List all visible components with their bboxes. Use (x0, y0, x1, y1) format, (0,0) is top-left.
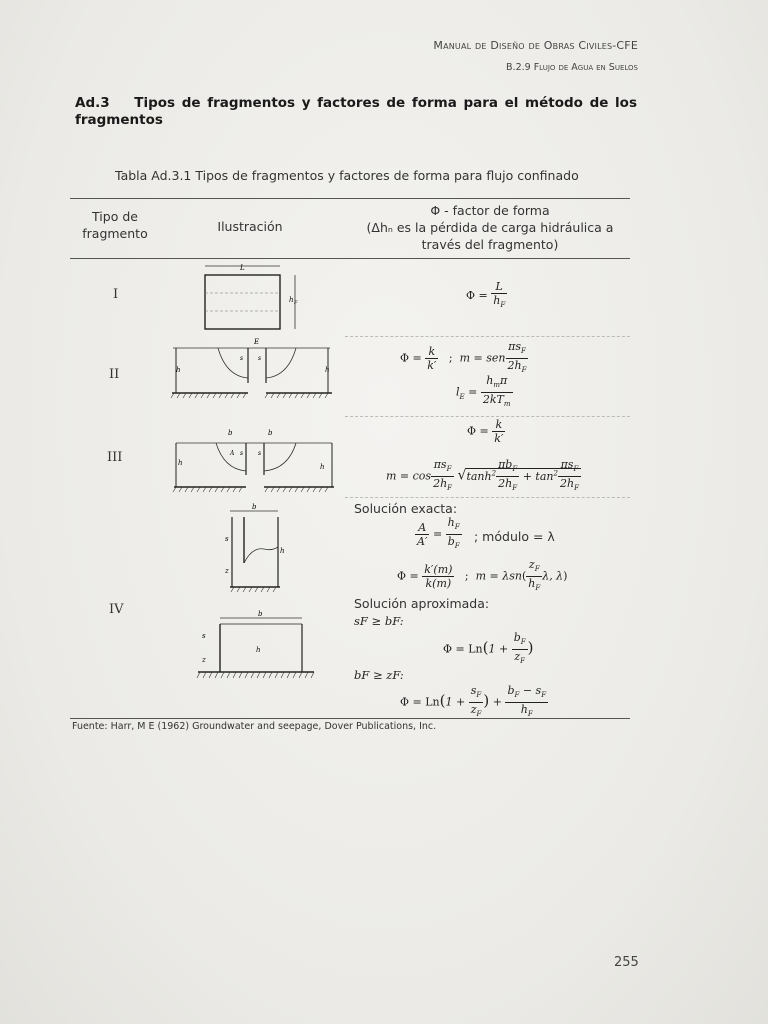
label-approx-solution: Solución aproximada: (354, 596, 490, 611)
formula-type-i: Φ = $\frac{L}{h_F}$ (466, 280, 507, 312)
svg-text:A: A (230, 450, 235, 457)
svg-text:b: b (268, 429, 273, 437)
svg-text:s: s (240, 355, 244, 362)
svg-text:F: F (294, 300, 298, 306)
table-caption: Tabla Ad.3.1 Tipos de fragmentos y factores de forma para flujo confinado (115, 168, 579, 183)
svg-text:L: L (240, 264, 245, 272)
svg-text:s: s (258, 450, 262, 457)
svg-text:h: h (178, 459, 183, 467)
svg-text:b: b (252, 503, 257, 511)
running-header-section: B.2.9 Flujo de Agua en Suelos (506, 62, 638, 73)
illustration-type-iv-approx (196, 610, 316, 688)
formula-type-iv-ratio: $\frac{A}{A'}$ = $\frac{h_F}{b_F}$ (415, 516, 462, 553)
section-title: Tipos de fragmentos y factores de forma para el método de los fragmentos (75, 95, 637, 128)
svg-text:b: b (228, 429, 233, 437)
table-top-rule (70, 198, 630, 199)
formula-type-iii-a: Φ = $\frac{k}{k'}$ (467, 418, 504, 445)
svg-text:E: E (254, 338, 260, 346)
illustration-type-iii (172, 425, 337, 495)
svg-text:s: s (258, 355, 262, 362)
label-condition-bf: bF ≥ zF: (354, 668, 404, 682)
illustration-type-iv-exact (222, 503, 292, 595)
svg-text:s: s (202, 632, 206, 640)
label-modulus: ; módulo = λ (474, 529, 555, 544)
header-line: (Δhₙ es la pérdida de carga hidráulica a (366, 220, 614, 235)
label-exact-solution: Solución exacta: (354, 501, 458, 516)
row-type-iv: IV (109, 602, 124, 617)
formula-type-iv-exact: Φ = $\frac{k'(m)}{k(m)}$ ; m = λsn( $\frac{z_F}{h_F}$ λ, λ) (397, 558, 567, 595)
svg-text:s: s (225, 535, 229, 543)
formula-type-ii-a: Φ = $\frac{k}{k'}$ ; m = sen $\frac{\pi s_F}{2h_F}$ (400, 340, 528, 377)
svg-text:b: b (258, 610, 263, 618)
formula-type-iv-approx-a: Φ = Ln(1 + $\frac{b_F}{z_F}$ ) (443, 631, 533, 668)
table-header-rule (70, 258, 630, 259)
header-line: través del fragmento) (421, 237, 559, 252)
illustration-type-i (195, 260, 315, 335)
header-line: Φ - factor de forma (430, 203, 550, 218)
formula-type-iv-approx-b: Φ = Ln(1 + $\frac{s_F}{z_F}$ ) + $\frac{b_F - s_F}{h_F}$ (400, 684, 548, 721)
column-header-illustration: Ilustración (217, 219, 283, 234)
row-type-iii: III (107, 450, 123, 465)
row-separator (345, 497, 630, 498)
section-number: Ad.3 (75, 95, 110, 111)
svg-text:h: h (325, 366, 330, 374)
svg-text:h: h (289, 296, 294, 304)
svg-text:h: h (280, 547, 285, 555)
row-separator (345, 336, 630, 337)
svg-text:h: h (176, 366, 181, 374)
formula-type-ii-b: $l_E$ = $\frac{h_m\pi}{2kT_m}$ (456, 374, 513, 411)
row-type-i: I (113, 287, 119, 302)
running-header-title: Manual de Diseño de Obras Civiles-CFE (433, 39, 638, 52)
svg-text:h: h (256, 646, 261, 654)
svg-text:s: s (240, 450, 244, 457)
row-type-ii: II (109, 367, 120, 382)
column-header-type: Tipo de fragmento (82, 209, 148, 241)
column-header-shape-factor (340, 202, 640, 253)
table-source-note: Fuente: Harr, M E (1962) Groundwater and seepage, Dover Publications, Inc. (72, 721, 437, 732)
row-separator (345, 416, 630, 417)
page-number: 255 (614, 955, 639, 970)
svg-text:z: z (225, 567, 229, 575)
section-heading (75, 95, 637, 129)
label-condition-sf: sF ≥ bF: (354, 614, 404, 628)
formula-type-iii-b: m = cos $\frac{\pi s_F}{2h_F}$ $√\tanh^2$ $\frac{\pi b_F}{2h_F}$ + $\tan^2$ $\frac{\pi s_F}{2h_F}$ (386, 458, 581, 495)
svg-text:h: h (320, 463, 325, 471)
svg-text:z: z (202, 656, 206, 664)
illustration-type-ii (168, 338, 338, 403)
